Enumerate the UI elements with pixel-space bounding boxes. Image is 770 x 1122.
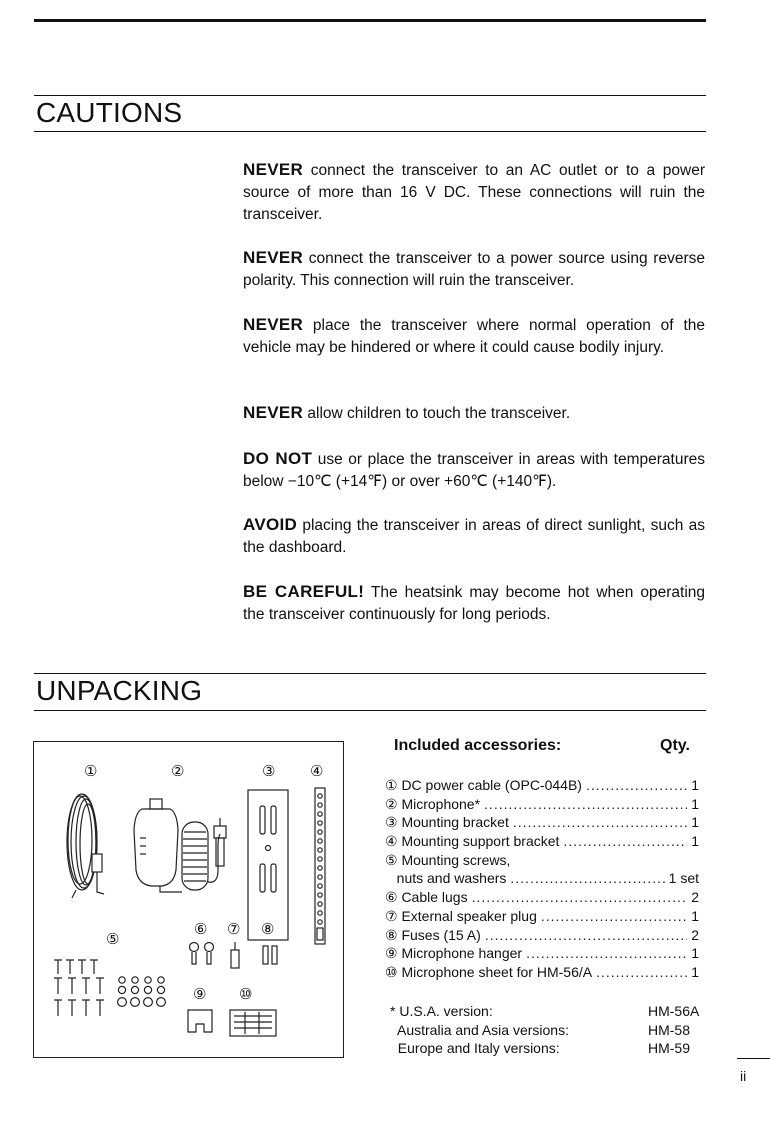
accessory-qty: 1 bbox=[691, 963, 699, 980]
version-notes bbox=[390, 1002, 710, 1058]
accessory-label: ⑧ Fuses (15 A) bbox=[385, 926, 481, 943]
leader-dots bbox=[510, 869, 664, 888]
caution-keyword: BE CAREFUL! bbox=[243, 582, 365, 601]
caution-text: connect the transceiver to a power source using reverse polarity. This connection will ruin the transceiver. bbox=[243, 250, 705, 289]
page-number: ii bbox=[740, 1068, 747, 1084]
accessory-label: ⑩ Microphone sheet for HM-56/A bbox=[385, 963, 593, 980]
list-item bbox=[385, 832, 699, 851]
accessory-label: ① DC power cable (OPC-044B) bbox=[385, 777, 582, 793]
list-item bbox=[385, 795, 699, 814]
version-row bbox=[390, 1039, 710, 1058]
speaker-plug-drawing bbox=[231, 942, 239, 968]
leader-dots bbox=[586, 776, 687, 795]
caution-text: placing the transceiver in areas of direct sunlight, such as the dashboard. bbox=[243, 517, 705, 556]
version-model: HM-56A bbox=[648, 1003, 700, 1019]
list-item bbox=[385, 851, 699, 870]
cautions-heading: CAUTIONS bbox=[36, 97, 183, 128]
accessory-label: ④ Mounting support bracket bbox=[385, 833, 560, 850]
list-item bbox=[385, 926, 699, 945]
version-row bbox=[390, 1021, 710, 1040]
accessories-drawing bbox=[34, 742, 343, 1057]
accessory-label: nuts and washers bbox=[385, 870, 507, 887]
leader-dots bbox=[472, 888, 688, 907]
caution-item bbox=[243, 247, 705, 292]
item-number-9: ⑨ bbox=[193, 986, 207, 1003]
item-number-8: ⑧ bbox=[261, 921, 275, 938]
accessory-qty: 1 bbox=[691, 945, 699, 962]
caution-text: connect the transceiver to an AC outlet or to a power source of more than 16 V DC. These connections will ruin the transceiver. bbox=[243, 162, 705, 223]
leader-dots bbox=[484, 795, 687, 814]
accessory-qty: 2 bbox=[691, 926, 699, 943]
microphone-drawing bbox=[134, 799, 226, 892]
caution-keyword: AVOID bbox=[243, 515, 298, 534]
caution-item bbox=[243, 581, 705, 626]
caution-keyword: NEVER bbox=[243, 403, 304, 422]
version-model: HM-58 bbox=[648, 1021, 691, 1038]
item-number-5: ⑤ bbox=[106, 931, 120, 948]
accessory-qty: 1 bbox=[691, 907, 699, 924]
item-number-7: ⑦ bbox=[227, 921, 241, 938]
cautions-rule-bottom bbox=[34, 131, 706, 132]
accessory-qty: 1 set bbox=[668, 870, 699, 887]
qty-header: Qty. bbox=[660, 737, 690, 754]
leader-dots bbox=[513, 813, 687, 832]
caution-item bbox=[243, 314, 705, 359]
support-bracket-drawing bbox=[315, 788, 325, 944]
dc-power-cable-drawing bbox=[67, 794, 104, 898]
accessory-qty: 1 bbox=[691, 777, 699, 793]
version-label: * U.S.A. version: bbox=[390, 1003, 493, 1019]
leader-dots bbox=[563, 832, 687, 851]
list-item bbox=[385, 813, 699, 832]
list-item bbox=[385, 776, 699, 795]
accessory-label: ⑦ External speaker plug bbox=[385, 907, 537, 924]
accessory-qty: 1 bbox=[691, 795, 699, 812]
caution-text: allow children to touch the transceiver. bbox=[303, 405, 571, 422]
accessories-list bbox=[385, 776, 699, 982]
item-number-1: ① bbox=[84, 763, 98, 780]
list-item bbox=[385, 944, 699, 963]
list-item bbox=[385, 869, 699, 888]
cable-lugs-drawing bbox=[190, 943, 214, 965]
leader-dots bbox=[485, 926, 687, 945]
caution-keyword: DO NOT bbox=[243, 449, 313, 468]
caution-item bbox=[243, 514, 705, 559]
accessory-label: ③ Mounting bracket bbox=[385, 814, 509, 831]
mic-sheet-drawing bbox=[230, 1010, 276, 1036]
accessories-title: Included accessories: bbox=[394, 737, 562, 754]
accessory-qty: 2 bbox=[691, 889, 699, 906]
caution-keyword: NEVER bbox=[243, 315, 304, 334]
accessory-qty: 1 bbox=[691, 833, 699, 850]
item-number-4: ④ bbox=[310, 763, 324, 780]
accessories-illustration bbox=[33, 741, 344, 1058]
unpacking-rule-bottom bbox=[34, 710, 706, 711]
leader-dots bbox=[541, 907, 687, 926]
page-number-rule bbox=[737, 1058, 770, 1059]
mic-hanger-drawing bbox=[188, 1010, 212, 1032]
leader-dots bbox=[596, 963, 687, 982]
caution-text: The heatsink may become hot when operating the transceiver continuously for long periods. bbox=[243, 584, 706, 623]
caution-item bbox=[243, 159, 705, 226]
accessory-label: ② Microphone* bbox=[385, 795, 481, 812]
list-item bbox=[385, 963, 699, 982]
mounting-bracket-drawing bbox=[248, 790, 288, 940]
caution-text: place the transceiver where normal operation of the vehicle may be hindered or where it could cause bodily injury. bbox=[243, 317, 705, 356]
accessory-label: ⑤ Mounting screws, bbox=[385, 851, 511, 868]
accessory-qty: 1 bbox=[691, 814, 699, 831]
caution-keyword: NEVER bbox=[243, 160, 304, 179]
leader-dots bbox=[526, 944, 687, 963]
unpacking-heading: UNPACKING bbox=[36, 675, 203, 706]
caution-item bbox=[243, 402, 705, 425]
version-model: HM-59 bbox=[648, 1040, 691, 1056]
item-number-2: ② bbox=[171, 763, 185, 780]
list-item bbox=[385, 888, 699, 907]
version-row bbox=[390, 1002, 710, 1021]
list-item bbox=[385, 907, 699, 926]
version-label: Australia and Asia versions: bbox=[390, 1021, 569, 1038]
item-number-3: ③ bbox=[262, 763, 276, 780]
fuses-drawing bbox=[263, 946, 277, 964]
version-label: Europe and Italy versions: bbox=[390, 1040, 560, 1056]
caution-keyword: NEVER bbox=[243, 248, 304, 267]
screws-drawing bbox=[54, 960, 165, 1016]
caution-text: use or place the transceiver in areas with temperatures below −10℃ (+14℉) or over +60℃ (+140℉). bbox=[243, 451, 705, 490]
accessory-label: ⑥ Cable lugs bbox=[385, 889, 468, 906]
accessory-label: ⑨ Microphone hanger bbox=[385, 945, 523, 962]
item-number-10: ⑩ bbox=[239, 986, 253, 1003]
caution-item bbox=[243, 448, 705, 493]
item-number-6: ⑥ bbox=[194, 921, 208, 938]
top-rule bbox=[34, 19, 706, 22]
